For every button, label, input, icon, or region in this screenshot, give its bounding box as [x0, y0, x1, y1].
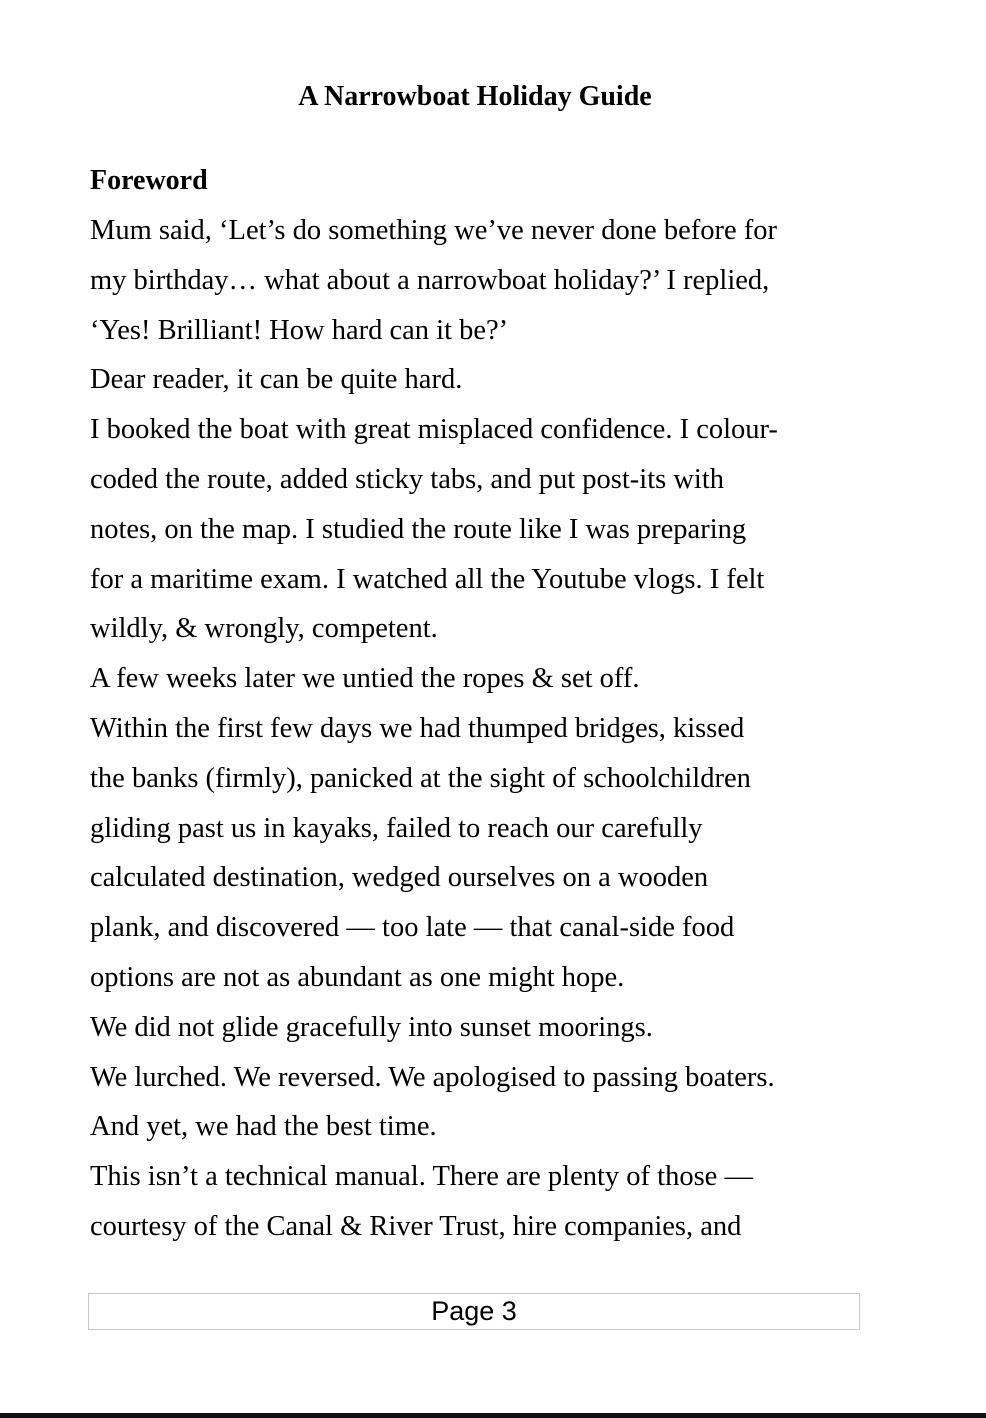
- text-line: ‘Yes! Brilliant! How hard can it be?’: [90, 314, 509, 346]
- page-number-label: Page 3: [431, 1296, 517, 1326]
- text-line: This isn’t a technical manual. There are plenty of those —: [90, 1161, 753, 1193]
- body-text: [90, 206, 870, 1252]
- text-line: options are not as abundant as one might hope.: [90, 961, 625, 993]
- text-line: A few weeks later we untied the ropes & set off.: [90, 663, 640, 695]
- text-line: I booked the boat with great misplaced confidence. I colour-: [90, 414, 778, 446]
- text-line: coded the route, added sticky tabs, and put post-its with: [90, 463, 724, 495]
- text-line: notes, on the map. I studied the route like I was preparing: [90, 513, 747, 545]
- text-line: We did not glide gracefully into sunset moorings.: [90, 1011, 653, 1043]
- text-line: Dear reader, it can be quite hard.: [90, 364, 463, 396]
- text-line: for a maritime exam. I watched all the Youtube vlogs. I felt: [90, 563, 765, 595]
- text-line: plank, and discovered — too late — that canal-side food: [90, 912, 735, 944]
- text-line: And yet, we had the best time.: [90, 1111, 437, 1143]
- text-line: Mum said, ‘Let’s do something we’ve never done before for: [90, 215, 777, 246]
- text-line: We lurched. We reversed. We apologised to passing boaters.: [90, 1061, 775, 1093]
- bottom-edge-divider: [0, 1413, 986, 1418]
- text-line: my birthday… what about a narrowboat holiday?’ I replied,: [90, 264, 770, 296]
- text-line: gliding past us in kayaks, failed to reach our carefully: [90, 812, 703, 844]
- section-heading: Foreword: [90, 165, 208, 196]
- document-title: A Narrowboat Holiday Guide: [298, 81, 652, 112]
- text-line: the banks (firmly), panicked at the sight of schoolchildren: [90, 762, 751, 794]
- text-line: Within the first few days we had thumped bridges, kissed: [90, 712, 745, 744]
- text-line: wildly, & wrongly, competent.: [90, 613, 438, 645]
- text-line: calculated destination, wedged ourselves on a wooden: [90, 862, 709, 894]
- page-number-footer: [88, 1293, 860, 1330]
- text-line: courtesy of the Canal & River Trust, hire companies, and: [90, 1210, 742, 1242]
